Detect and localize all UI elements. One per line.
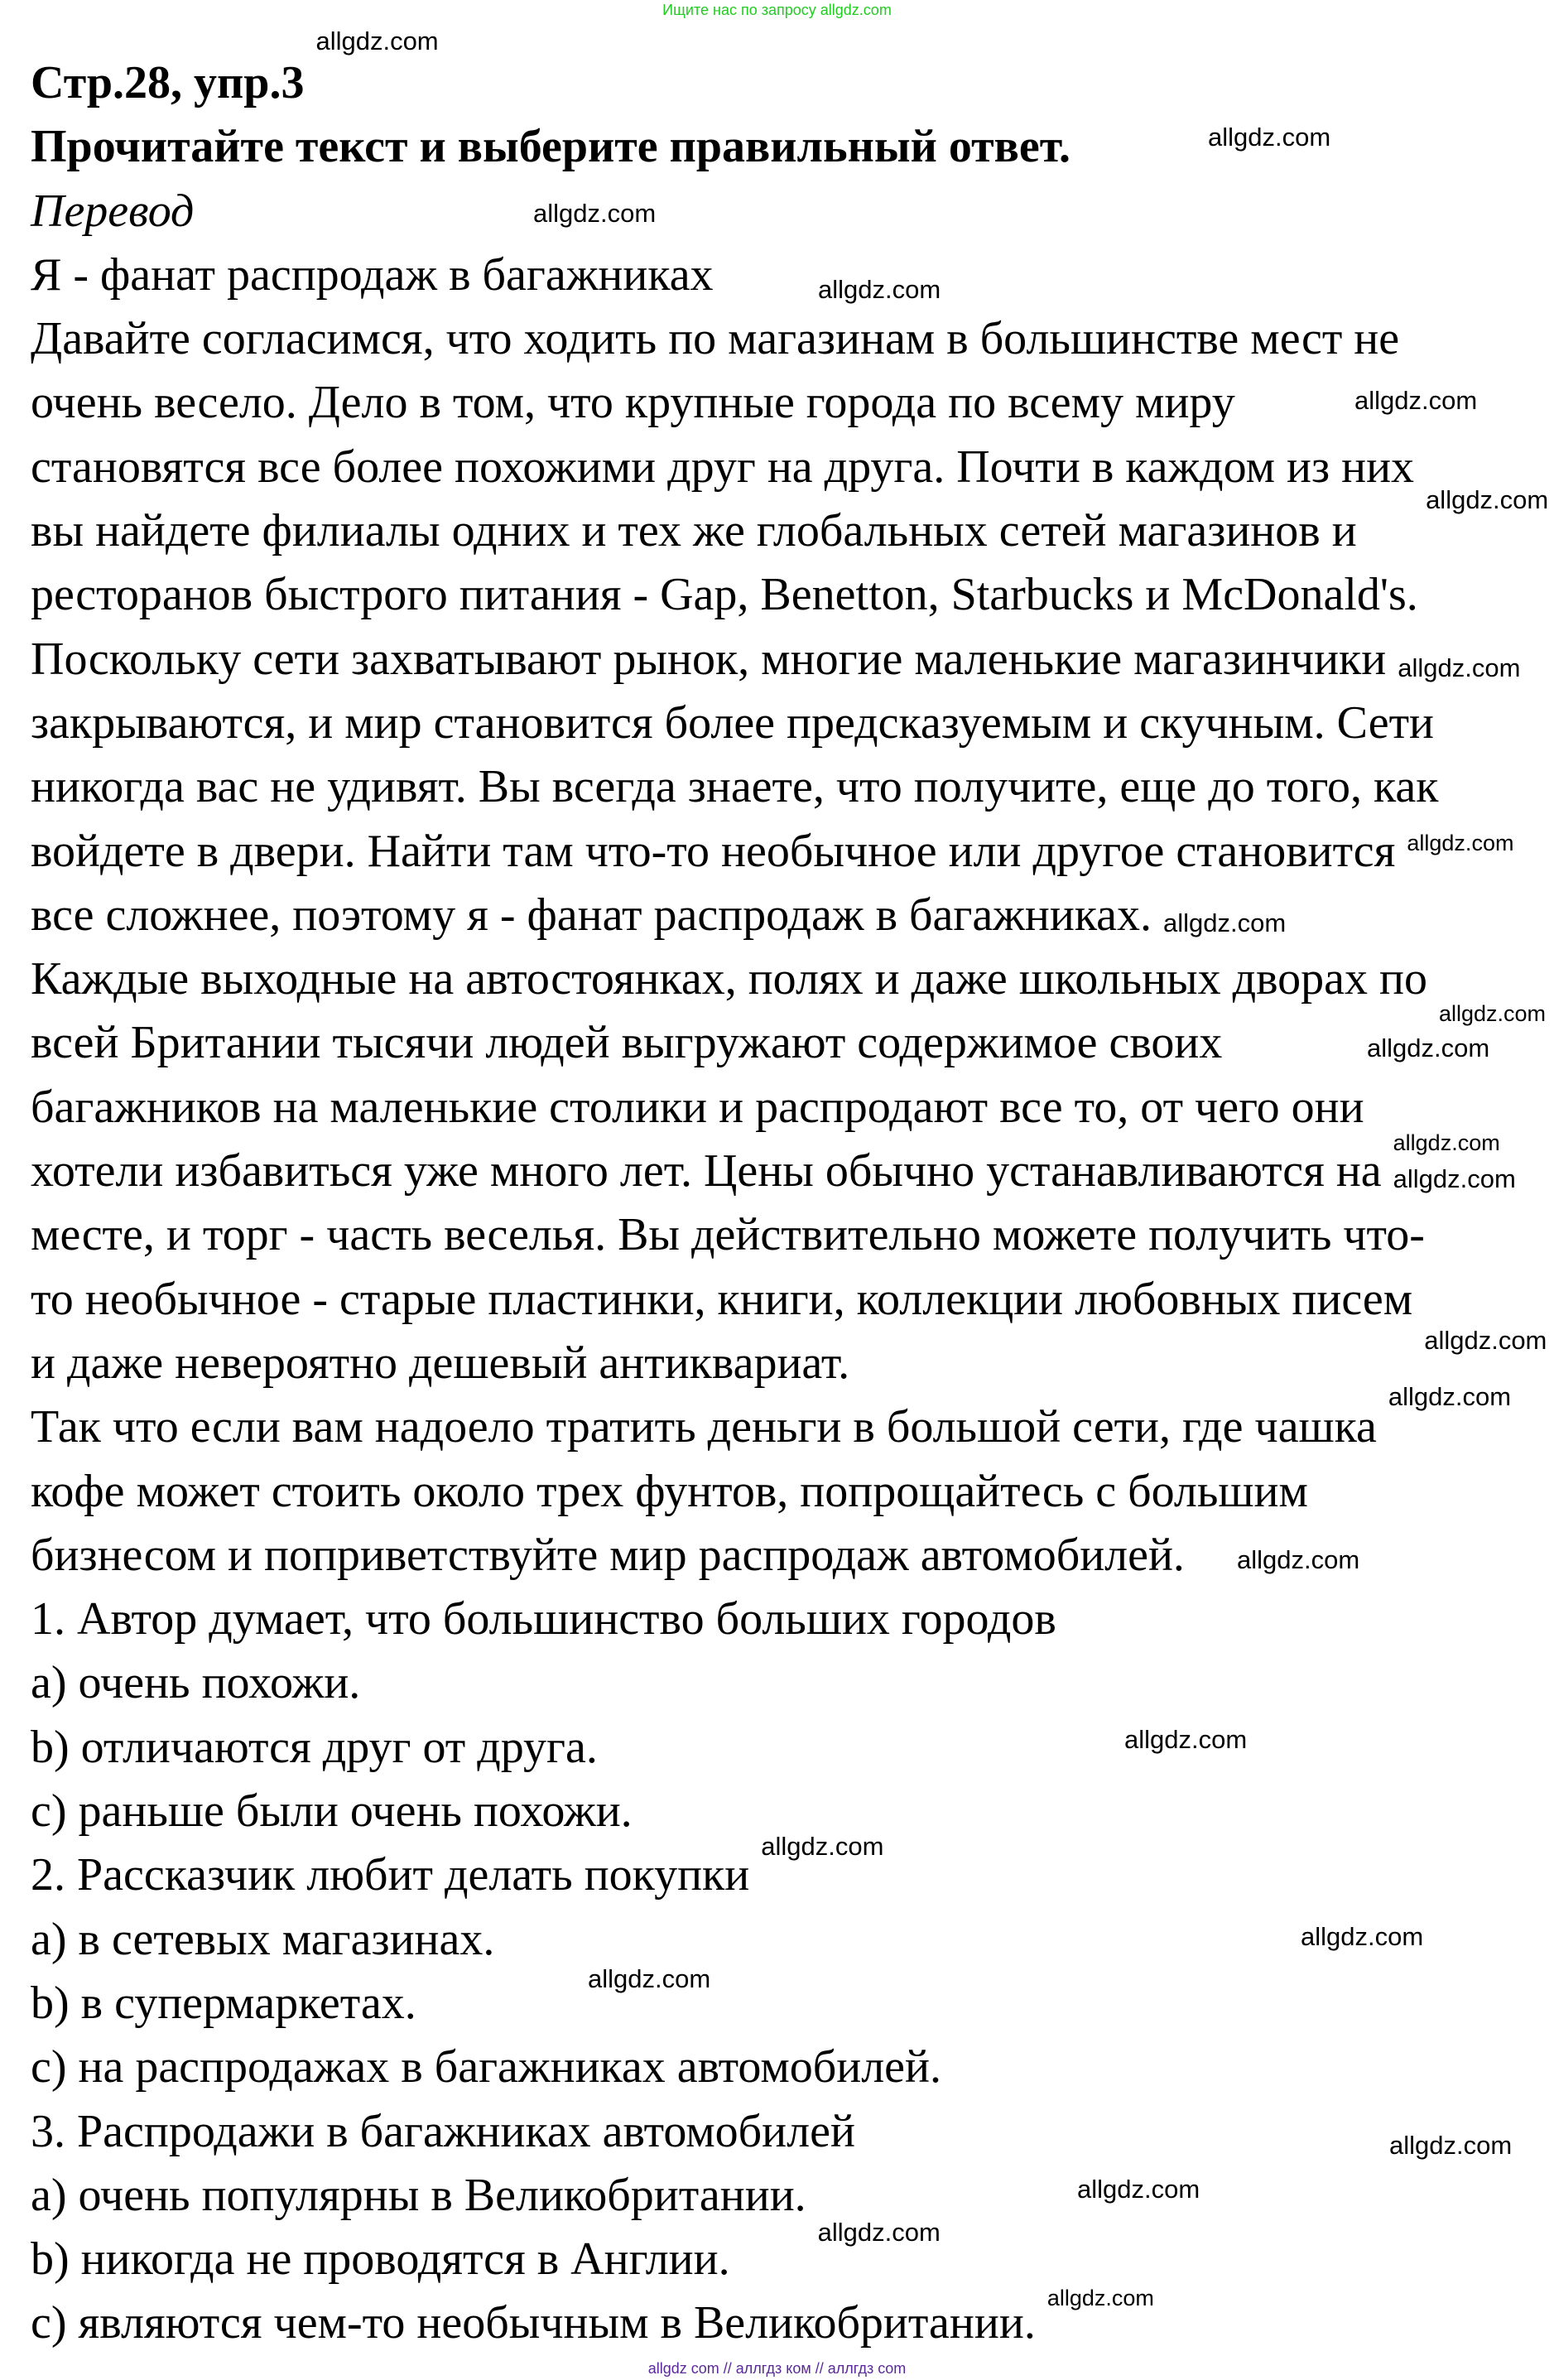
- document-body: [31, 51, 1438, 2356]
- watermark: allgdz.com: [1301, 1922, 1424, 1951]
- text-line: a) очень похожи.: [31, 1657, 361, 1709]
- text-line: 2. Рассказчик любит делать покупки: [31, 1849, 750, 1901]
- text-line: очень весело. Дело в том, что крупные города по всему миру: [31, 377, 1235, 429]
- text-line: Поскольку сети захватывают рынок, многие маленькие магазинчики: [31, 633, 1387, 685]
- text-line: и даже невероятно дешевый антиквариат.: [31, 1337, 850, 1389]
- text-line: месте, и торг - часть веселья. Вы действительно можете получить что-: [31, 1209, 1425, 1261]
- watermark: allgdz.com: [1163, 908, 1287, 937]
- watermark: allgdz.com: [817, 2218, 941, 2247]
- watermark: allgdz.com: [1388, 1382, 1512, 1411]
- text-line: то необычное - старые пластинки, книги, коллекции любовных писем: [31, 1273, 1413, 1325]
- text-line: b) отличаются друг от друга.: [31, 1721, 598, 1773]
- watermark: allgdz.com: [761, 1832, 884, 1861]
- watermark: allgdz.com: [1367, 1033, 1490, 1062]
- watermark: allgdz.com: [1398, 653, 1521, 682]
- text-line: b) в супермаркетах.: [31, 1977, 416, 2029]
- text-line: c) раньше были очень похожи.: [31, 1785, 633, 1838]
- text-line: b) никогда не проводятся в Англии.: [31, 2233, 730, 2286]
- watermark: allgdz.com: [588, 1964, 711, 1993]
- translation-label: Перевод: [31, 185, 195, 237]
- page-title: Стр.28, упр.3: [31, 57, 305, 108]
- text-line: никогда вас не удивят. Вы всегда знаете, что получите, еще до того, как: [31, 761, 1439, 813]
- text-line: a) очень популярны в Великобритании.: [31, 2169, 806, 2221]
- watermark: allgdz.com: [315, 26, 439, 55]
- watermark: allgdz.com: [1354, 386, 1478, 415]
- text-line: Каждые выходные на автостоянках, полях и даже школьных дворах по: [31, 953, 1427, 1005]
- watermark: allgdz.com: [1389, 2131, 1513, 2160]
- text-line: 1. Автор думает, что большинство больших городов: [31, 1593, 1056, 1645]
- text-line: c) на распродажах в багажниках автомобилей.: [31, 2041, 941, 2093]
- text-line: багажников на маленькие столики и распродают все то, от чего они: [31, 1081, 1364, 1133]
- text-line: ресторанов быстрого питания - Gap, Benetton, Starbucks и McDonald's.: [31, 569, 1418, 621]
- watermark: allgdz.com: [1237, 1545, 1360, 1574]
- watermark: allgdz.com: [1124, 1725, 1248, 1754]
- text-line: закрываются, и мир становится более предсказуемым и скучным. Сети: [31, 696, 1435, 749]
- text-line: a) в сетевых магазинах.: [31, 1913, 495, 1965]
- watermark: allgdz.com: [1393, 1130, 1500, 1155]
- text-line: бизнесом и поприветствуйте мир распродаж автомобилей.: [31, 1529, 1185, 1581]
- watermark: allgdz.com: [1407, 831, 1514, 855]
- watermark: allgdz.com: [1424, 1326, 1547, 1355]
- watermark: allgdz.com: [1046, 2286, 1154, 2310]
- text-line: войдете в двери. Найти там что-то необычное или другое становится: [31, 825, 1396, 877]
- watermark: allgdz.com: [533, 199, 657, 228]
- watermark: allgdz.com: [1393, 1164, 1516, 1193]
- text-line: Так что если вам надоело тратить деньги в большой сети, где чашка: [31, 1401, 1377, 1453]
- text-line: всей Британии тысячи людей выгружают содержимое своих: [31, 1017, 1223, 1069]
- text-line: вы найдете филиалы одних и тех же глобальных сетей магазинов и: [31, 505, 1357, 557]
- watermark: allgdz.com: [1208, 123, 1331, 152]
- text-line: 3. Распродажи в багажниках автомобилей: [31, 2105, 855, 2157]
- text-line: Я - фанат распродаж в багажниках: [31, 248, 714, 301]
- watermark: allgdz.com: [1426, 485, 1549, 514]
- watermark: allgdz.com: [1077, 2175, 1200, 2204]
- text-line: Давайте согласимся, что ходить по магазинам в большинстве мест не: [31, 313, 1400, 365]
- text-line: кофе может стоить около трех фунтов, попрощайтесь с большим: [31, 1465, 1308, 1517]
- top-promo-note: Ищите нас по запросу allgdz.com: [662, 2, 892, 18]
- text-line: c) являются чем-то необычным в Великобритании.: [31, 2297, 1036, 2349]
- instruction-heading: Прочитайте текст и выберите правильный ответ.: [31, 121, 1071, 173]
- text-line: хотели избавиться уже много лет. Цены обычно устанавливаются на: [31, 1145, 1382, 1197]
- watermark: allgdz.com: [818, 275, 941, 304]
- watermark: allgdz.com: [1438, 1001, 1547, 1026]
- text-line: все сложнее, поэтому я - фанат распродаж в багажниках.: [31, 889, 1152, 941]
- text-line: становятся все более похожими друг на друга. Почти в каждом из них: [31, 441, 1415, 493]
- bottom-promo-note: allgdz com // аллгдз ком // аллгдз com: [647, 2360, 907, 2377]
